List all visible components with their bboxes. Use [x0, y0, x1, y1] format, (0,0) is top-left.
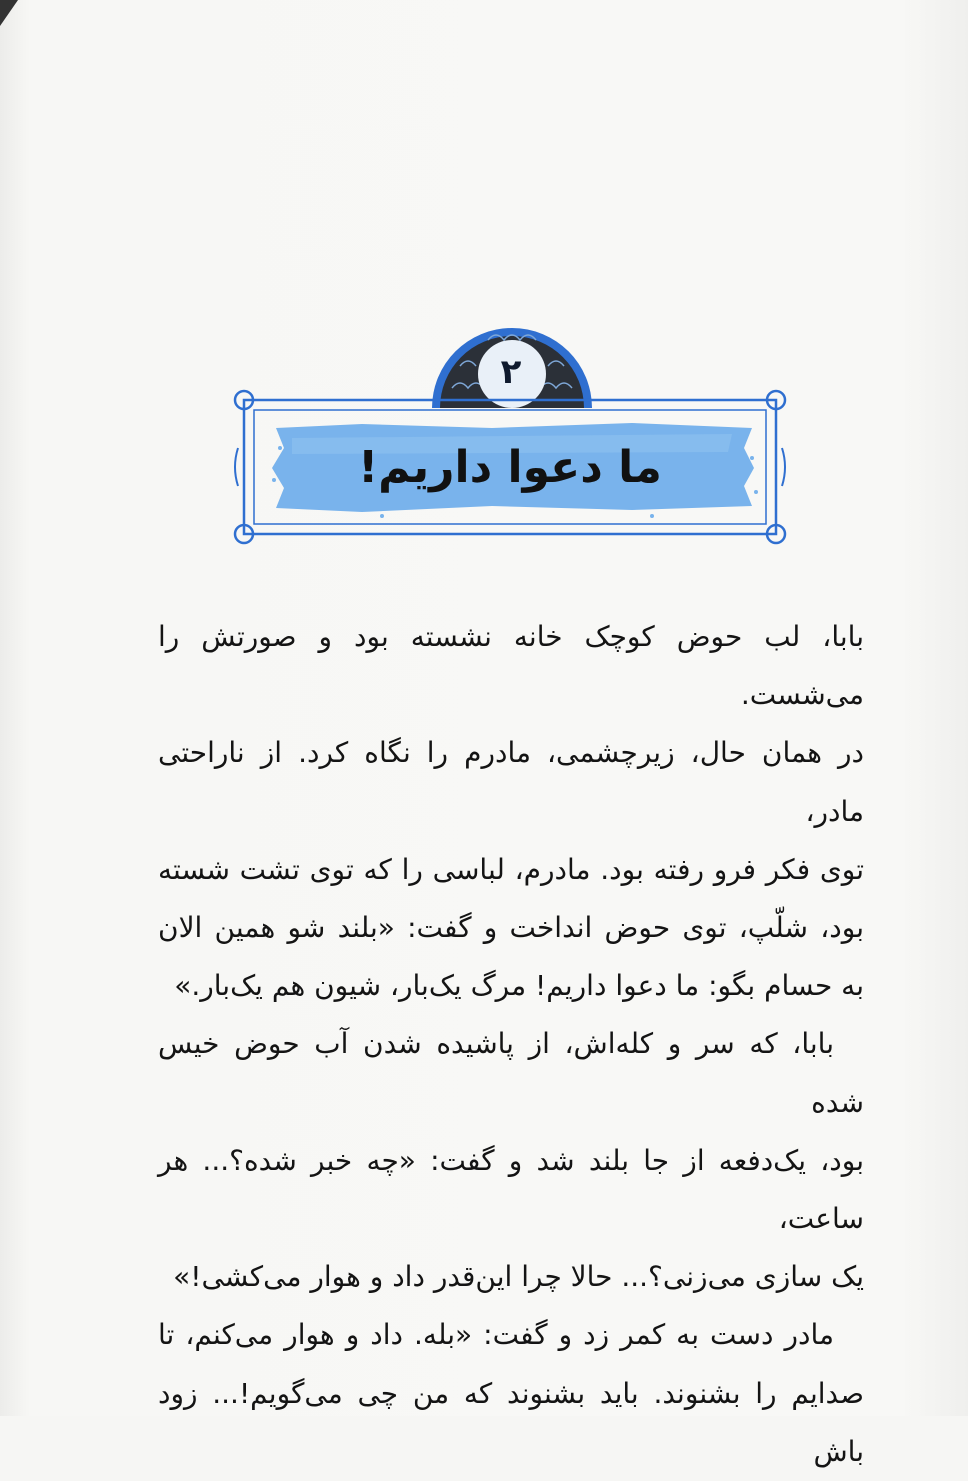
page-corner-mark: [0, 0, 18, 26]
chapter-title: ما دعوا داریم!: [358, 442, 662, 493]
chapter-body-text: [158, 608, 864, 1481]
text-line: توی فکر فرو رفته بود. مادرم، لباسی را که توی تشت شسته: [158, 852, 864, 886]
text-line: یک سازی می‌زنی؟... حالا چرا این‌قدر داد و هوار می‌کشی!»: [173, 1260, 864, 1294]
text-line: صدایم را بشنوند. باید بشنوند که من چی می‌گویم!... زود باش: [158, 1376, 864, 1468]
text-line: بابا، لب حوض کوچک خانه نشسته بود و صورتش را می‌شست.: [158, 620, 864, 712]
text-line: بابا، که سر و کله‌اش، از پاشیده شدن آب حوض خیس شده: [158, 1027, 864, 1119]
text-line: بود، یک‌دفعه از جا بلند شد و گفت: «چه خبر شده؟... هر ساعت،: [158, 1143, 864, 1236]
chapter-number: ۲: [500, 352, 522, 392]
text-line: مادر دست به کمر زد و گفت: «بله. داد و هوار می‌کنم، تا: [158, 1318, 834, 1352]
text-line: بود، شلّپ، توی حوض انداخت و گفت: «بلند شو همین الان: [158, 911, 864, 945]
text-line: به حسام بگو: ما دعوا داریم! مرگ یک‌بار، شیون هم یک‌بار.»: [174, 969, 864, 1003]
text-line: در همان حال، زیرچشمی، مادرم را نگاه کرد. از ناراحتی مادر،: [158, 736, 864, 828]
